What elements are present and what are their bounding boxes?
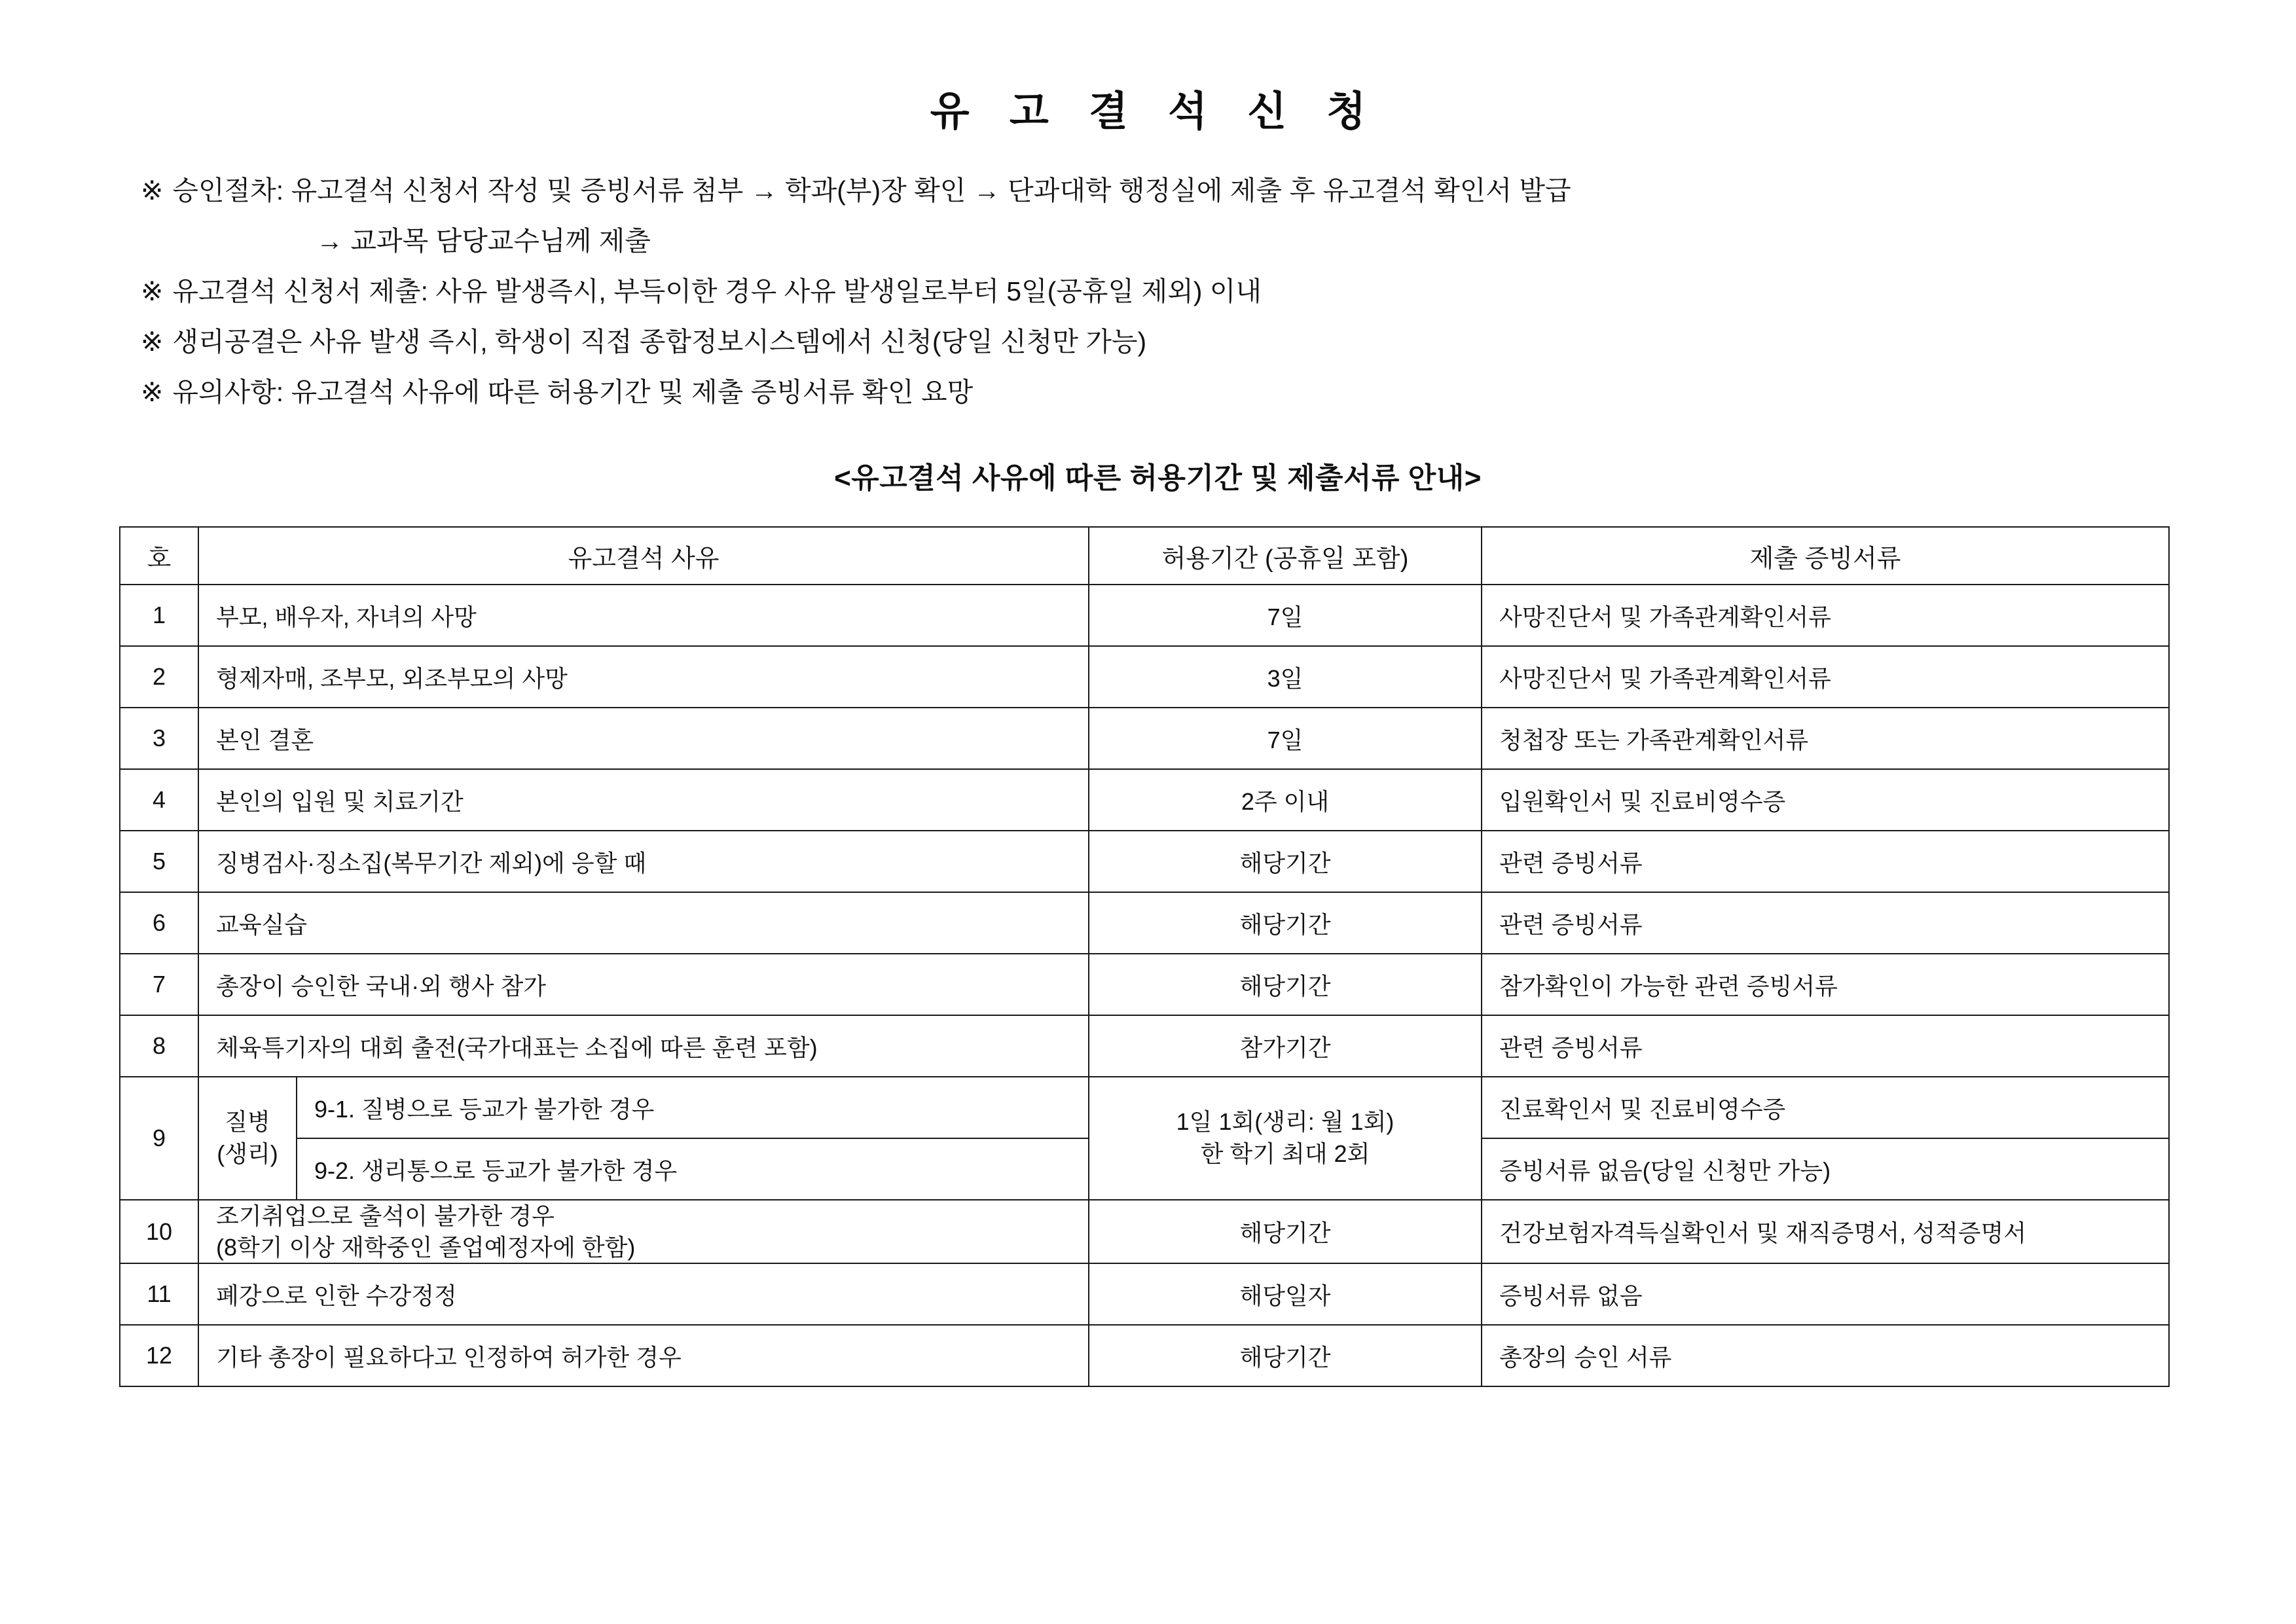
row-doc: 청첩장 또는 가족관계확인서류 <box>1482 708 2169 769</box>
row-period: 해당일자 <box>1089 1263 1482 1325</box>
row-reason-line1: 조기취업으로 출석이 불가한 경우 <box>216 1202 555 1229</box>
row-doc: 참가확인이 가능한 관련 증빙서류 <box>1482 954 2169 1015</box>
row-reason: 본인의 입원 및 치료기간 <box>198 769 1089 831</box>
row-reason: 9-2. 생리통으로 등교가 불가한 경우 <box>297 1138 1089 1200</box>
row-doc: 건강보험자격득실확인서 및 재직증명서, 성적증명서 <box>1482 1200 2169 1263</box>
header-doc: 제출 증빙서류 <box>1482 527 2169 585</box>
row-reason: 총장이 승인한 국내·외 행사 참가 <box>198 954 1089 1015</box>
row-period-line2: 한 학기 최대 2회 <box>1200 1140 1370 1167</box>
row-doc: 진료확인서 및 진료비영수증 <box>1482 1077 2169 1138</box>
row-no: 5 <box>120 831 198 892</box>
row-reason: 9-1. 질병으로 등교가 불가한 경우 <box>297 1077 1089 1138</box>
table-row <box>120 831 2169 892</box>
row-no: 8 <box>120 1015 198 1077</box>
row-group-label <box>198 1077 297 1200</box>
row-no: 7 <box>120 954 198 1015</box>
note-text-1: 승인절차: 유고결석 신청서 작성 및 증빙서류 첨부 → 학과(부)장 확인 → 단과대학 행정실에 제출 후 유고결석 확인서 발급 <box>172 175 1571 206</box>
table-row <box>120 769 2169 831</box>
row-reason: 부모, 배우자, 자녀의 사망 <box>198 585 1089 646</box>
notes-section <box>0 177 2296 406</box>
header-reason: 유고결석 사유 <box>198 527 1089 585</box>
row-no: 4 <box>120 769 198 831</box>
table-header-row <box>120 527 2169 585</box>
row-no: 3 <box>120 708 198 769</box>
table-row <box>120 1015 2169 1077</box>
note-item-1 <box>141 177 2217 204</box>
table-row <box>120 892 2169 954</box>
row-period: 해당기간 <box>1089 1200 1482 1263</box>
row-reason-line2: (8학기 이상 재학중인 졸업예정자에 한함) <box>216 1233 636 1261</box>
note-item-2 <box>141 278 2217 305</box>
page-title: 유 고 결 석 신 청 <box>930 89 1381 134</box>
note-text-4: 유의사항: 유고결석 사유에 따른 허용기간 및 제출 증빙서류 확인 요망 <box>172 377 974 407</box>
row-doc: 관련 증빙서류 <box>1482 892 2169 954</box>
note-bullet-icon: ※ <box>141 276 164 306</box>
table-row <box>120 585 2169 646</box>
row-reason: 체육특기자의 대회 출전(국가대표는 소집에 따른 훈련 포함) <box>198 1015 1089 1077</box>
row-doc: 증빙서류 없음(당일 신청만 가능) <box>1482 1138 2169 1200</box>
row-no: 12 <box>120 1325 198 1386</box>
table-row-9a <box>120 1077 2169 1138</box>
row-period-line1: 1일 1회(생리: 월 1회) <box>1176 1108 1394 1136</box>
absence-guide-table <box>119 526 2170 1387</box>
row-doc: 증빙서류 없음 <box>1482 1263 2169 1325</box>
table-row <box>120 646 2169 708</box>
row-no: 1 <box>120 585 198 646</box>
note-item-3 <box>141 329 2217 355</box>
row-period: 7일 <box>1089 708 1482 769</box>
table-row <box>120 708 2169 769</box>
row-reason: 본인 결혼 <box>198 708 1089 769</box>
table-row <box>120 1200 2169 1263</box>
row-period: 7일 <box>1089 585 1482 646</box>
row-period: 해당기간 <box>1089 831 1482 892</box>
row-doc: 총장의 승인 서류 <box>1482 1325 2169 1386</box>
note-text-2: 유고결석 신청서 제출: 사유 발생즉시, 부득이한 경우 사유 발생일로부터 5일(공휴일 제외) 이내 <box>172 276 1262 306</box>
row-no: 11 <box>120 1263 198 1325</box>
row-period: 해당기간 <box>1089 1325 1482 1386</box>
table-row <box>120 954 2169 1015</box>
row-reason <box>198 1200 1089 1263</box>
table-body <box>120 585 2169 1386</box>
header-no: 호 <box>120 527 198 585</box>
row-doc: 사망진단서 및 가족관계확인서류 <box>1482 646 2169 708</box>
table-header <box>120 527 2169 585</box>
note-item-4 <box>141 379 2217 406</box>
header-period: 허용기간 (공휴일 포함) <box>1089 527 1482 585</box>
row-period: 2주 이내 <box>1089 769 1482 831</box>
note-bullet-icon: ※ <box>141 175 164 206</box>
row-group-label-line2: (생리) <box>217 1140 278 1167</box>
row-reason: 기타 총장이 필요하다고 인정하여 허가한 경우 <box>198 1325 1089 1386</box>
row-reason: 폐강으로 인한 수강정정 <box>198 1263 1089 1325</box>
row-period <box>1089 1077 1482 1200</box>
row-doc: 관련 증빙서류 <box>1482 1015 2169 1077</box>
table-container <box>0 526 2296 1387</box>
table-row <box>120 1325 2169 1386</box>
note-bullet-icon: ※ <box>141 327 164 357</box>
row-no: 10 <box>120 1200 198 1263</box>
row-period: 3일 <box>1089 646 1482 708</box>
note-bullet-icon: ※ <box>141 377 164 407</box>
row-no: 9 <box>120 1077 198 1200</box>
row-period: 해당기간 <box>1089 892 1482 954</box>
row-no: 2 <box>120 646 198 708</box>
table-row <box>120 1263 2169 1325</box>
row-period: 참가기간 <box>1089 1015 1482 1077</box>
note-text-3: 생리공결은 사유 발생 즉시, 학생이 직접 종합정보시스템에서 신청(당일 신청만 가능) <box>172 327 1147 357</box>
row-doc: 사망진단서 및 가족관계확인서류 <box>1482 585 2169 646</box>
note-item-1-sub: → 교과목 담당교수님께 제출 <box>316 226 651 256</box>
row-reason: 교육실습 <box>198 892 1089 954</box>
row-doc: 관련 증빙서류 <box>1482 831 2169 892</box>
row-reason: 형제자매, 조부모, 외조부모의 사망 <box>198 646 1089 708</box>
row-reason: 징병검사·징소집(복무기간 제외)에 응할 때 <box>198 831 1089 892</box>
table-caption: <유고결석 사유에 따른 허용기간 및 제출서류 안내> <box>834 462 1482 494</box>
row-no: 6 <box>120 892 198 954</box>
row-doc: 입원확인서 및 진료비영수증 <box>1482 769 2169 831</box>
row-period: 해당기간 <box>1089 954 1482 1015</box>
row-group-label-line1: 질병 <box>225 1108 270 1136</box>
